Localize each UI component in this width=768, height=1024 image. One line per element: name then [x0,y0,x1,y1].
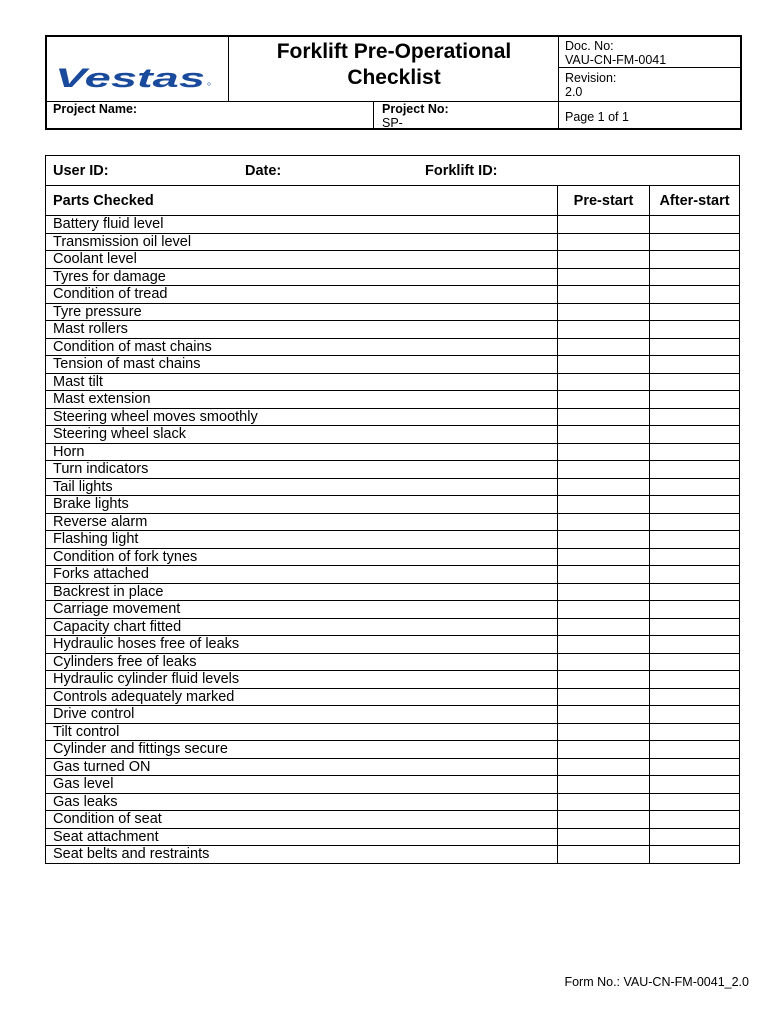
part-name: Condition of tread [46,286,558,304]
pre-start-cell[interactable] [558,303,650,321]
checklist-row [46,338,740,356]
checklist-row [46,443,740,461]
column-header-parts: Parts Checked [46,186,558,216]
after-start-cell[interactable] [650,601,740,619]
divider [373,101,374,128]
part-name: Mast tilt [46,373,558,391]
part-name: Brake lights [46,496,558,514]
after-start-cell[interactable] [650,636,740,654]
revision-cell [565,71,616,99]
checklist-row [46,548,740,566]
pre-start-cell[interactable] [558,548,650,566]
checklist-row [46,268,740,286]
after-start-cell[interactable] [650,426,740,444]
checklist-row [46,531,740,549]
after-start-cell[interactable] [650,391,740,409]
checklist-row [46,321,740,339]
pre-start-cell[interactable] [558,321,650,339]
after-start-cell[interactable] [650,741,740,759]
page-number: Page 1 of 1 [565,110,629,124]
after-start-cell[interactable] [650,828,740,846]
part-name: Forks attached [46,566,558,584]
part-name: Seat attachment [46,828,558,846]
part-name: Backrest in place [46,583,558,601]
pre-start-cell[interactable] [558,706,650,724]
pre-start-cell[interactable] [558,618,650,636]
pre-start-cell[interactable] [558,653,650,671]
after-start-cell[interactable] [650,723,740,741]
checklist-row [46,758,740,776]
part-name: Mast extension [46,391,558,409]
after-start-cell[interactable] [650,811,740,829]
checklist-row [46,828,740,846]
pre-start-cell[interactable] [558,566,650,584]
checklist-row [46,286,740,304]
document-header [45,35,742,130]
part-name: Horn [46,443,558,461]
project-name-label: Project Name: [53,102,138,116]
after-start-cell[interactable] [650,286,740,304]
pre-start-cell[interactable] [558,391,650,409]
part-name: Carriage movement [46,601,558,619]
checklist-row [46,793,740,811]
part-name: Hydraulic hoses free of leaks [46,636,558,654]
form-number: Form No.: VAU-CN-FM-0041_2.0 [564,975,749,989]
pre-start-cell[interactable] [558,461,650,479]
pre-start-cell[interactable] [558,216,650,234]
checklist-row [46,373,740,391]
pre-start-cell[interactable] [558,531,650,549]
part-name: Capacity chart fitted [46,618,558,636]
part-name: Flashing light [46,531,558,549]
after-start-cell[interactable] [650,233,740,251]
title-line-1: Forklift Pre-Operational [276,40,512,63]
part-name: Drive control [46,706,558,724]
checklist-row [46,356,740,374]
pre-start-cell[interactable] [558,758,650,776]
document-title [229,39,559,91]
after-start-cell[interactable] [650,496,740,514]
pre-start-cell[interactable] [558,268,650,286]
project-no-value: SP- [382,116,403,130]
part-name: Hydraulic cylinder fluid levels [46,671,558,689]
after-start-cell[interactable] [650,251,740,269]
after-start-cell[interactable] [650,846,740,864]
after-start-cell[interactable] [650,688,740,706]
checklist-row [46,653,740,671]
after-start-cell[interactable] [650,513,740,531]
pre-start-cell[interactable] [558,478,650,496]
part-name: Gas level [46,776,558,794]
part-name: Tyre pressure [46,303,558,321]
after-start-cell[interactable] [650,321,740,339]
checklist-row [46,741,740,759]
checklist-row [46,811,740,829]
pre-start-cell[interactable] [558,426,650,444]
checklist-row [46,636,740,654]
checklist-row [46,496,740,514]
after-start-cell[interactable] [650,408,740,426]
after-start-cell[interactable] [650,216,740,234]
checklist-row [46,391,740,409]
column-header-pre-start: Pre-start [558,186,650,216]
checklist-row [46,776,740,794]
checklist-row [46,566,740,584]
checklist-row [46,461,740,479]
after-start-cell[interactable] [650,706,740,724]
pre-start-cell[interactable] [558,373,650,391]
part-name: Gas leaks [46,793,558,811]
logo-text: Vestas [55,63,205,93]
revision-value: 2.0 [565,85,583,99]
part-name: Condition of mast chains [46,338,558,356]
after-start-cell[interactable] [650,356,740,374]
after-start-cell[interactable] [650,566,740,584]
after-start-cell[interactable] [650,303,740,321]
doc-no-cell [565,39,666,67]
column-header-after-start: After-start [650,186,740,216]
user-id-label: User ID: [53,162,109,179]
part-name: Mast rollers [46,321,558,339]
forklift-id-label: Forklift ID: [425,162,498,179]
pre-start-cell[interactable] [558,776,650,794]
part-name: Tail lights [46,478,558,496]
revision-label: Revision: [565,71,617,85]
pre-start-cell[interactable] [558,338,650,356]
part-name: Steering wheel slack [46,426,558,444]
part-name: Coolant level [46,251,558,269]
doc-no-value: VAU-CN-FM-0041 [565,53,667,67]
checklist-row [46,251,740,269]
pre-start-cell[interactable] [558,688,650,706]
after-start-cell[interactable] [650,758,740,776]
checklist-row [46,303,740,321]
after-start-cell[interactable] [650,443,740,461]
part-name: Cylinders free of leaks [46,653,558,671]
pre-start-cell[interactable] [558,443,650,461]
after-start-cell[interactable] [650,671,740,689]
pre-start-cell[interactable] [558,811,650,829]
date-label: Date: [245,162,282,179]
checklist-table [45,155,740,864]
part-name: Gas turned ON [46,758,558,776]
doc-no-label: Doc. No: [565,39,614,53]
checklist-row [46,408,740,426]
part-name: Steering wheel moves smoothly [46,408,558,426]
pre-start-cell[interactable] [558,846,650,864]
after-start-cell[interactable] [650,793,740,811]
part-name: Tilt control [46,723,558,741]
checklist-row [46,583,740,601]
checklist-row [46,426,740,444]
checklist-row [46,513,740,531]
part-name: Condition of seat [46,811,558,829]
pre-start-cell[interactable] [558,233,650,251]
pre-start-cell[interactable] [558,601,650,619]
divider [558,101,740,102]
pre-start-cell[interactable] [558,286,650,304]
column-header-row [46,186,740,216]
checklist-row [46,618,740,636]
part-name: Tension of mast chains [46,356,558,374]
checklist-row [46,233,740,251]
after-start-cell[interactable] [650,618,740,636]
part-name: Transmission oil level [46,233,558,251]
checklist-row [46,723,740,741]
after-start-cell[interactable] [650,478,740,496]
after-start-cell[interactable] [650,338,740,356]
pre-start-cell[interactable] [558,408,650,426]
part-name: Cylinder and fittings secure [46,741,558,759]
divider [558,67,740,68]
checklist-row [46,671,740,689]
part-name: Reverse alarm [46,513,558,531]
checklist-row [46,601,740,619]
pre-start-cell[interactable] [558,723,650,741]
checklist-row [46,688,740,706]
info-row [46,156,740,186]
part-name: Condition of fork tynes [46,548,558,566]
pre-start-cell[interactable] [558,741,650,759]
vestas-logo [55,63,230,93]
after-start-cell[interactable] [650,653,740,671]
after-start-cell[interactable] [650,776,740,794]
checklist-row [46,478,740,496]
checklist-row [46,216,740,234]
after-start-cell[interactable] [650,531,740,549]
pre-start-cell[interactable] [558,356,650,374]
pre-start-cell[interactable] [558,496,650,514]
after-start-cell[interactable] [650,583,740,601]
after-start-cell[interactable] [650,268,740,286]
pre-start-cell[interactable] [558,583,650,601]
after-start-cell[interactable] [650,461,740,479]
pre-start-cell[interactable] [558,636,650,654]
part-name: Controls adequately marked [46,688,558,706]
part-name: Seat belts and restraints [46,846,558,864]
title-line-2: Checklist [347,66,441,89]
pre-start-cell[interactable] [558,828,650,846]
pre-start-cell[interactable] [558,251,650,269]
after-start-cell[interactable] [650,548,740,566]
part-name: Battery fluid level [46,216,558,234]
checklist-row [46,706,740,724]
part-name: Tyres for damage [46,268,558,286]
after-start-cell[interactable] [650,373,740,391]
pre-start-cell[interactable] [558,671,650,689]
part-name: Turn indicators [46,461,558,479]
checklist-row [46,846,740,864]
pre-start-cell[interactable] [558,513,650,531]
project-no-label: Project No: [382,102,449,116]
pre-start-cell[interactable] [558,793,650,811]
